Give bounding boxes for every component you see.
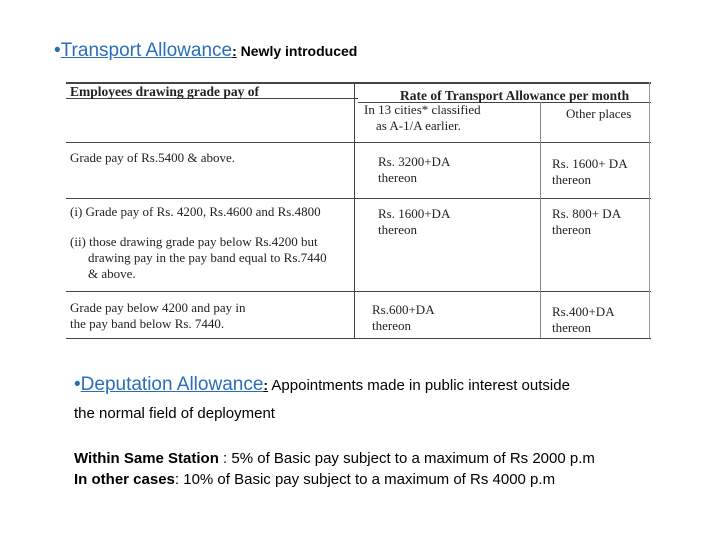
row3-city-rate: Rs.600+DA xyxy=(372,302,435,317)
row2-other-thereon: thereon xyxy=(552,222,591,237)
row2-city-rate: Rs. 1600+DA xyxy=(378,206,451,221)
same-station-line xyxy=(74,450,595,467)
deputation-colon: : xyxy=(263,377,269,393)
deputation-desc-l1: Appointments made in public interest outside xyxy=(268,377,570,394)
same-station-text: : 5% of Basic pay subject to a maximum of Rs 2000 p.m xyxy=(218,450,595,467)
row1-city-thereon: thereon xyxy=(378,170,417,185)
subcol-header-cities-l1: In 13 cities* classified xyxy=(364,102,481,117)
table-row1-rule xyxy=(66,142,651,143)
subcol-header-other: Other places xyxy=(566,106,632,121)
row3-other-thereon: thereon xyxy=(552,320,591,335)
bullet-icon: • xyxy=(54,40,61,61)
transport-title: Transport Allowance xyxy=(60,40,233,61)
transport-subtitle: Newly introduced xyxy=(236,43,358,59)
row3-desc-l2: the pay band below Rs. 7440. xyxy=(70,316,225,331)
deputation-desc-l2: the normal field of deployment xyxy=(74,405,275,422)
table-row2-rule xyxy=(66,198,651,199)
row2-desc-ii-l1: (ii) those drawing grade pay below Rs.4200 but xyxy=(70,234,318,249)
transport-colon: : xyxy=(232,43,237,59)
table-bottom-rule xyxy=(66,338,651,339)
row2-city-thereon: thereon xyxy=(378,222,417,237)
col-header-rate: Rate of Transport Allowance per month xyxy=(400,88,630,103)
row1-desc: Grade pay of Rs.5400 & above. xyxy=(70,150,235,165)
transport-heading xyxy=(54,40,357,62)
row1-other-thereon: thereon xyxy=(552,172,591,187)
row3-city-thereon: thereon xyxy=(372,318,411,333)
row3-desc-l1: Grade pay below 4200 and pay in xyxy=(70,300,246,315)
deputation-title: Deputation Allowance xyxy=(80,374,264,395)
row2-other-rate: Rs. 800+ DA xyxy=(552,206,622,221)
other-cases-label: In other cases xyxy=(74,471,175,488)
deputation-heading xyxy=(74,374,570,396)
row2-desc-ii-l2: drawing pay in the pay band equal to Rs.7440 xyxy=(88,250,327,265)
other-cases-text: : 10% of Basic pay subject to a maximum of Rs 4000 p.m xyxy=(174,471,556,488)
row2-desc-ii-l3: & above. xyxy=(88,266,136,281)
row1-other-rate: Rs. 1600+ DA xyxy=(552,156,628,171)
subcol-header-cities-l2: as A-1/A earlier. xyxy=(376,118,461,133)
table-col-divider-1 xyxy=(354,82,355,338)
row1-city-rate: Rs. 3200+DA xyxy=(378,154,451,169)
table-col-divider-2 xyxy=(540,102,541,338)
col-header-employees: Employees drawing grade pay of xyxy=(70,84,259,99)
row3-other-rate: Rs.400+DA xyxy=(552,304,615,319)
other-cases-line xyxy=(74,471,555,488)
row2-desc-i: (i) Grade pay of Rs. 4200, Rs.4600 and Rs.4800 xyxy=(70,204,321,219)
same-station-label: Within Same Station xyxy=(74,450,219,467)
table-row3-rule xyxy=(66,291,651,292)
transport-allowance-table xyxy=(66,78,651,340)
bullet-icon: • xyxy=(74,374,81,395)
table-right-border xyxy=(649,82,650,338)
